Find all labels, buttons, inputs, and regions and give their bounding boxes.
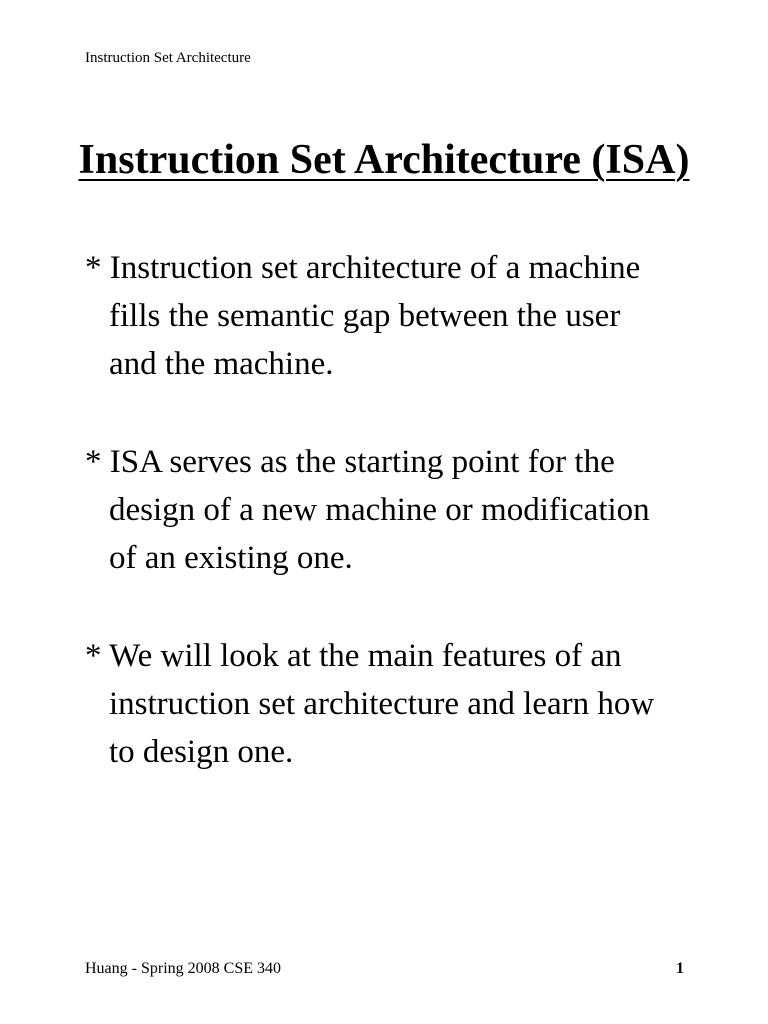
page-number: 1 [676,960,684,977]
bullet-line: and the machine. [109,346,334,382]
bullet-point [85,244,725,388]
bullet-point [85,632,725,776]
running-header: Instruction Set Architecture [85,50,251,66]
bullet-line: design of a new machine or modification [109,492,650,528]
bullet-line: fills the semantic gap between the user [109,298,621,334]
bullet-line: * We will look at the main features of an [85,638,622,674]
bullet-line: instruction set architecture and learn how [109,686,655,722]
bullet-line: * ISA serves as the starting point for the [85,444,615,480]
slide-title: Instruction Set Architecture (ISA) [78,137,690,183]
bullet-line: of an existing one. [109,540,353,576]
bullet-point [85,438,725,582]
footer-author-course: Huang - Spring 2008 CSE 340 [85,960,281,977]
bullet-line: to design one. [109,734,294,770]
bullet-line: * Instruction set architecture of a machine [85,250,641,286]
